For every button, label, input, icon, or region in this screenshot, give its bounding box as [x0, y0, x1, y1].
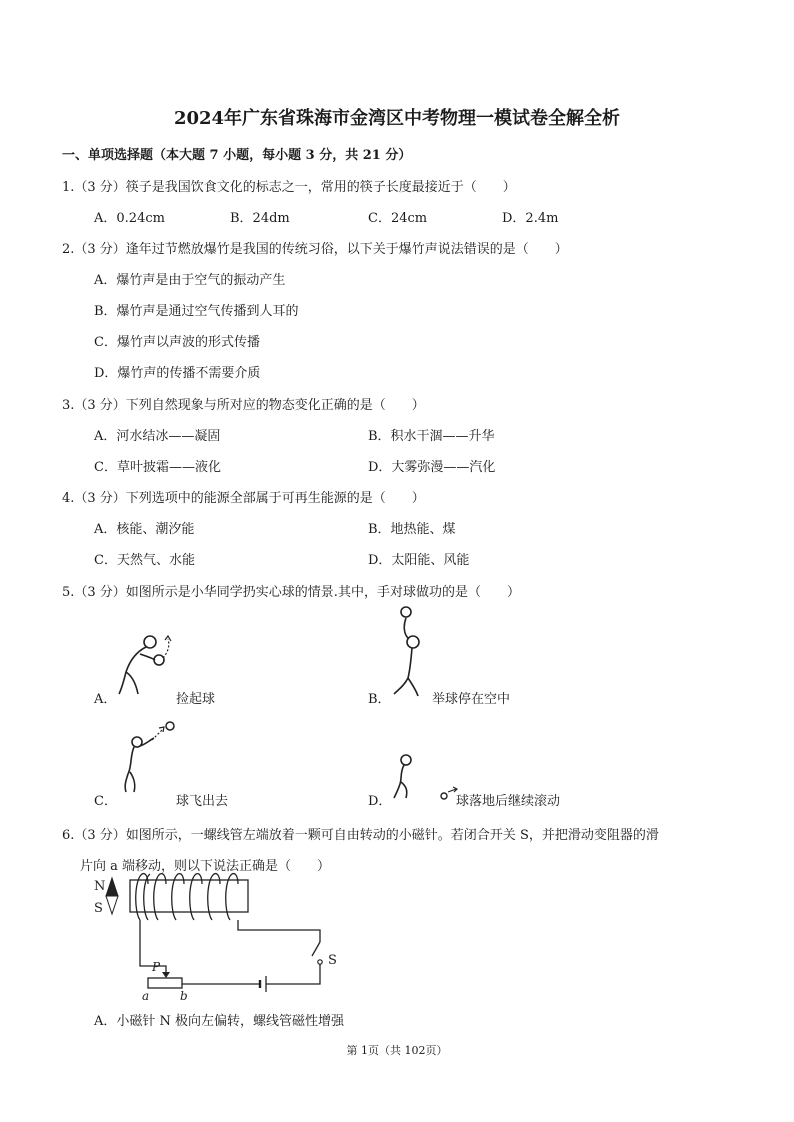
question-5-option-d-caption: 球落地后继续滚动 — [456, 794, 561, 809]
question-5-option-d: D． — [368, 794, 392, 809]
question-2-option-c: C．爆竹声以声波的形式传播 — [94, 335, 260, 350]
question-1-option-a: A．0.24cm — [94, 211, 165, 226]
figure-ball-rolling — [390, 752, 460, 804]
figure-pick-up-ball — [110, 630, 180, 700]
question-5-option-b-caption: 举球停在空中 — [432, 692, 511, 707]
terminal-b-label: b — [180, 989, 188, 1003]
question-6-stem-line2: 片向 a 端移动，则以下说法正确是（ ） — [80, 859, 331, 874]
circuit-diagram — [88, 872, 348, 1004]
section-heading: 一、单项选择题（本大题 7 小题，每小题 3 分，共 21 分） — [62, 148, 412, 163]
question-3-stem: 3.（3 分）下列自然现象与所对应的物态变化正确的是（ ） — [62, 398, 425, 413]
question-6-stem-line1: 6.（3 分）如图所示，一螺线管左端放着一颗可自由转动的小磁针。若闭合开关 S，并把滑动变阻器的滑 — [62, 828, 659, 843]
question-1-stem: 1.（3 分）筷子是我国饮食文化的标志之一，常用的筷子长度最接近于（ ） — [62, 180, 516, 195]
question-4-option-b: B．地热能、煤 — [368, 522, 456, 537]
question-4-option-d: D．太阳能、风能 — [368, 553, 470, 568]
terminal-a-label: a — [142, 989, 150, 1003]
figure-throw-ball — [112, 716, 182, 796]
question-3-option-c: C．草叶披霜——液化 — [94, 460, 221, 475]
question-6-option-a: A．小磁针 N 极向左偏转，螺线管磁性增强 — [94, 1014, 345, 1029]
figure-hold-ball-overhead — [388, 604, 434, 700]
question-1-option-c: C．24cm — [368, 211, 428, 226]
question-4-option-c: C．天然气、水能 — [94, 553, 195, 568]
question-5-option-c: C． — [94, 794, 117, 809]
question-3-option-d: D．大雾弥漫——汽化 — [368, 460, 496, 475]
question-3-option-a: A．河水结冰——凝固 — [94, 429, 221, 444]
question-3-option-b: B．积水干涸——升华 — [368, 429, 495, 444]
question-1-option-d: D．2.4m — [502, 211, 559, 226]
question-2-option-a: A．爆竹声是由于空气的振动产生 — [94, 273, 286, 288]
question-5-option-a: A． — [94, 692, 117, 707]
question-2-option-d: D．爆竹声的传播不需要介质 — [94, 366, 261, 381]
compass-s-label: S — [94, 901, 103, 916]
question-4-option-a: A．核能、潮汐能 — [94, 522, 195, 537]
question-5-stem: 5.（3 分）如图所示是小华同学扔实心球的情景.其中，手对球做功的是（ ） — [62, 585, 520, 600]
page-title: 2024年广东省珠海市金湾区中考物理一模试卷全解全析 — [173, 108, 621, 129]
question-2-option-b: B．爆竹声是通过空气传播到人耳的 — [94, 304, 299, 319]
question-1-option-b: B．24dm — [230, 211, 290, 226]
page-footer: 第 1页（共 102页） — [346, 1044, 448, 1057]
question-5-option-c-caption: 球飞出去 — [176, 794, 229, 809]
question-5-option-a-caption: 捡起球 — [176, 692, 216, 707]
question-4-stem: 4.（3 分）下列选项中的能源全部属于可再生能源的是（ ） — [62, 491, 425, 506]
switch-label: S — [328, 953, 337, 968]
compass-n-label: N — [94, 879, 106, 894]
slider-p-label: P — [152, 960, 161, 974]
question-2-stem: 2.（3 分）逢年过节燃放爆竹是我国的传统习俗，以下关于爆竹声说法错误的是（ ） — [62, 242, 568, 257]
question-5-option-b: B． — [368, 692, 391, 707]
